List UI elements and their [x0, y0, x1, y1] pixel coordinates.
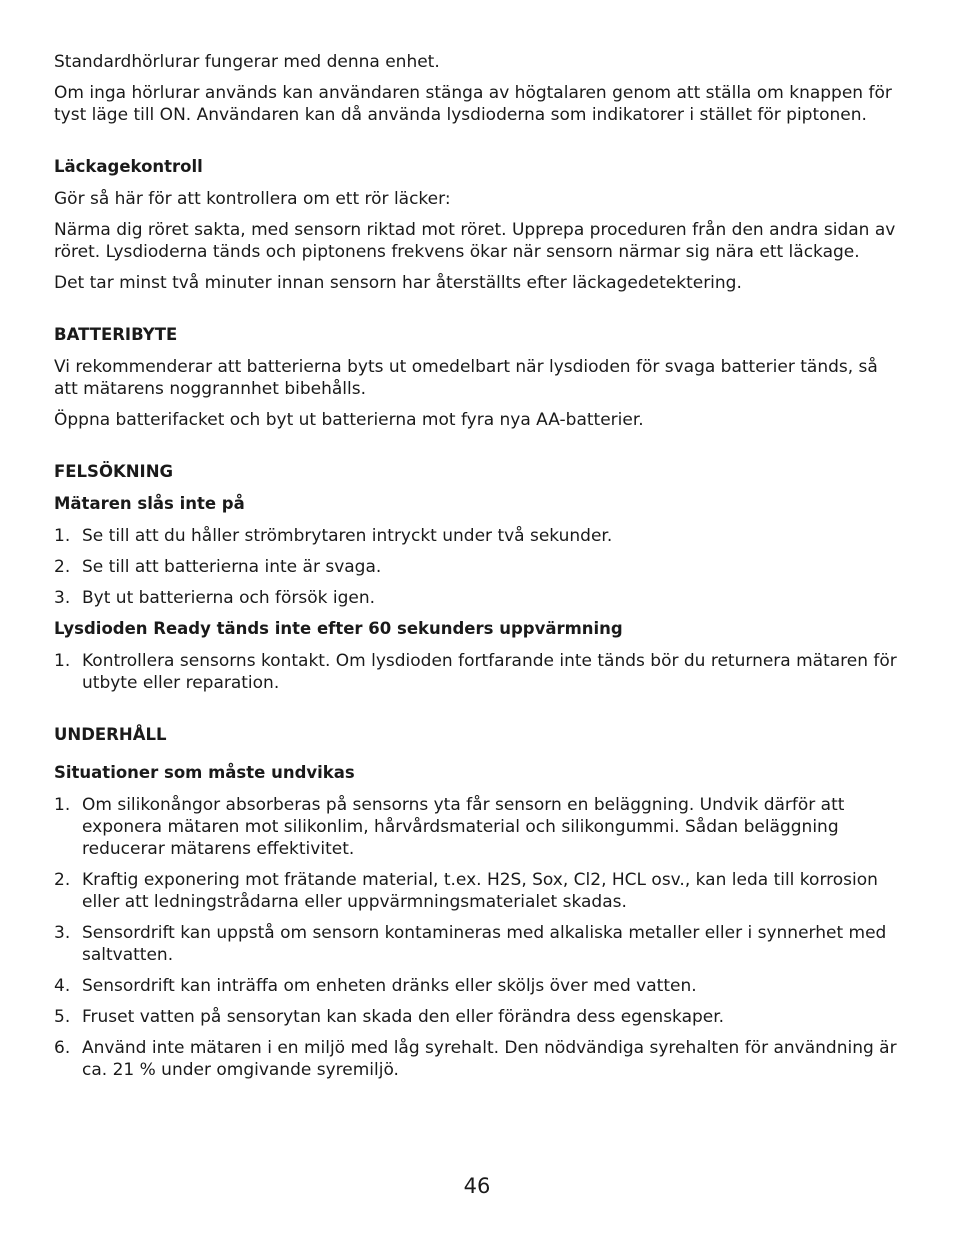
list-item	[54, 587, 899, 609]
battery-heading: BATTERIBYTE	[54, 325, 178, 344]
list-item-text: Fruset vatten på sensorytan kan skada den eller förändra dess egenskaper.	[82, 1007, 725, 1027]
list-item	[54, 975, 899, 997]
list-item	[54, 922, 899, 966]
list-item	[54, 556, 899, 578]
troubleshooting-list-1	[54, 525, 899, 609]
list-item	[54, 1037, 899, 1081]
list-item-number: 5.	[54, 1007, 71, 1027]
list-item-number: 4.	[54, 976, 71, 996]
battery-paragraph-2: Öppna batterifacket och byt ut batterierna mot fyra nya AA-batterier.	[54, 410, 644, 430]
list-item	[54, 794, 899, 860]
list-item-number: 2.	[54, 870, 71, 890]
leak-check-paragraph-3: Det tar minst två minuter innan sensorn har återställts efter läckagedetektering.	[54, 273, 742, 293]
list-item-text: Sensordrift kan inträffa om enheten dränks eller sköljs över med vatten.	[82, 976, 697, 996]
list-item-text: Se till att du håller strömbrytaren intryckt under två sekunder.	[82, 526, 613, 546]
list-item-text: Kontrollera sensorns kontakt. Om lysdioden fortfarande inte tänds bör du returnera mätaren för utbyte eller reparation.	[82, 651, 897, 693]
maintenance-list	[54, 794, 899, 1081]
list-item-number: 6.	[54, 1038, 71, 1058]
maintenance-subheading: Situationer som måste undvikas	[54, 763, 355, 782]
page-number: 46	[463, 1174, 491, 1198]
list-item-number: 1.	[54, 651, 71, 671]
leak-check-paragraph-2: Närma dig röret sakta, med sensorn riktad mot röret. Upprepa proceduren från den andra sidan av röret. Lysdioderna tänds och piptonens frekvens ökar när sensorn närmar sig nära ett läckage.	[54, 220, 896, 262]
intro-paragraph-2: Om inga hörlurar används kan användaren stänga av högtalaren genom att ställa om knappen för tyst läge till ON. Användaren kan då använda lysdioderna som indikatorer i stället för piptonen.	[54, 83, 892, 125]
list-item-text: Byt ut batterierna och försök igen.	[82, 588, 376, 608]
document-page	[54, 51, 899, 1090]
list-item	[54, 525, 899, 547]
battery-paragraph-1: Vi rekommenderar att batterierna byts ut omedelbart när lysdioden för svaga batterier tänds, så att mätarens noggrannhet bibehålls.	[54, 357, 878, 399]
troubleshooting-heading: FELSÖKNING	[54, 462, 174, 481]
leak-check-paragraph-1: Gör så här för att kontrollera om ett rör läcker:	[54, 189, 451, 209]
list-item-number: 3.	[54, 923, 71, 943]
troubleshooting-subheading-2: Lysdioden Ready tänds inte efter 60 sekunders uppvärmning	[54, 619, 623, 638]
troubleshooting-subheading-1: Mätaren slås inte på	[54, 494, 245, 513]
list-item-number: 1.	[54, 795, 71, 815]
list-item-text: Sensordrift kan uppstå om sensorn kontamineras med alkaliska metaller eller i synnerhet med saltvatten.	[82, 923, 887, 965]
list-item	[54, 650, 899, 694]
list-item-text: Kraftig exponering mot frätande material, t.ex. H2S, Sox, Cl2, HCL osv., kan leda till korrosion eller att ledningstrådarna eller uppvärmningsmaterialet skadas.	[82, 870, 878, 912]
leak-check-heading: Läckagekontroll	[54, 157, 203, 176]
maintenance-heading: UNDERHÅLL	[54, 725, 167, 744]
list-item-text: Om silikonångor absorberas på sensorns yta får sensorn en beläggning. Undvik därför att exponera mätaren mot silikonlim, hårvårdsmaterial och silikongummi. Sådan beläggning reducerar mätarens effektivitet.	[82, 795, 845, 859]
troubleshooting-list-2	[54, 650, 899, 694]
list-item	[54, 1006, 899, 1028]
list-item-number: 3.	[54, 588, 71, 608]
list-item-number: 2.	[54, 557, 71, 577]
list-item-text: Använd inte mätaren i en miljö med låg syrehalt. Den nödvändiga syrehalten för användning är ca. 21 % under omgivande syremiljö.	[82, 1038, 897, 1080]
list-item-text: Se till att batterierna inte är svaga.	[82, 557, 382, 577]
list-item-number: 1.	[54, 526, 71, 546]
intro-paragraph-1: Standardhörlurar fungerar med denna enhet.	[54, 52, 440, 72]
list-item	[54, 869, 899, 913]
